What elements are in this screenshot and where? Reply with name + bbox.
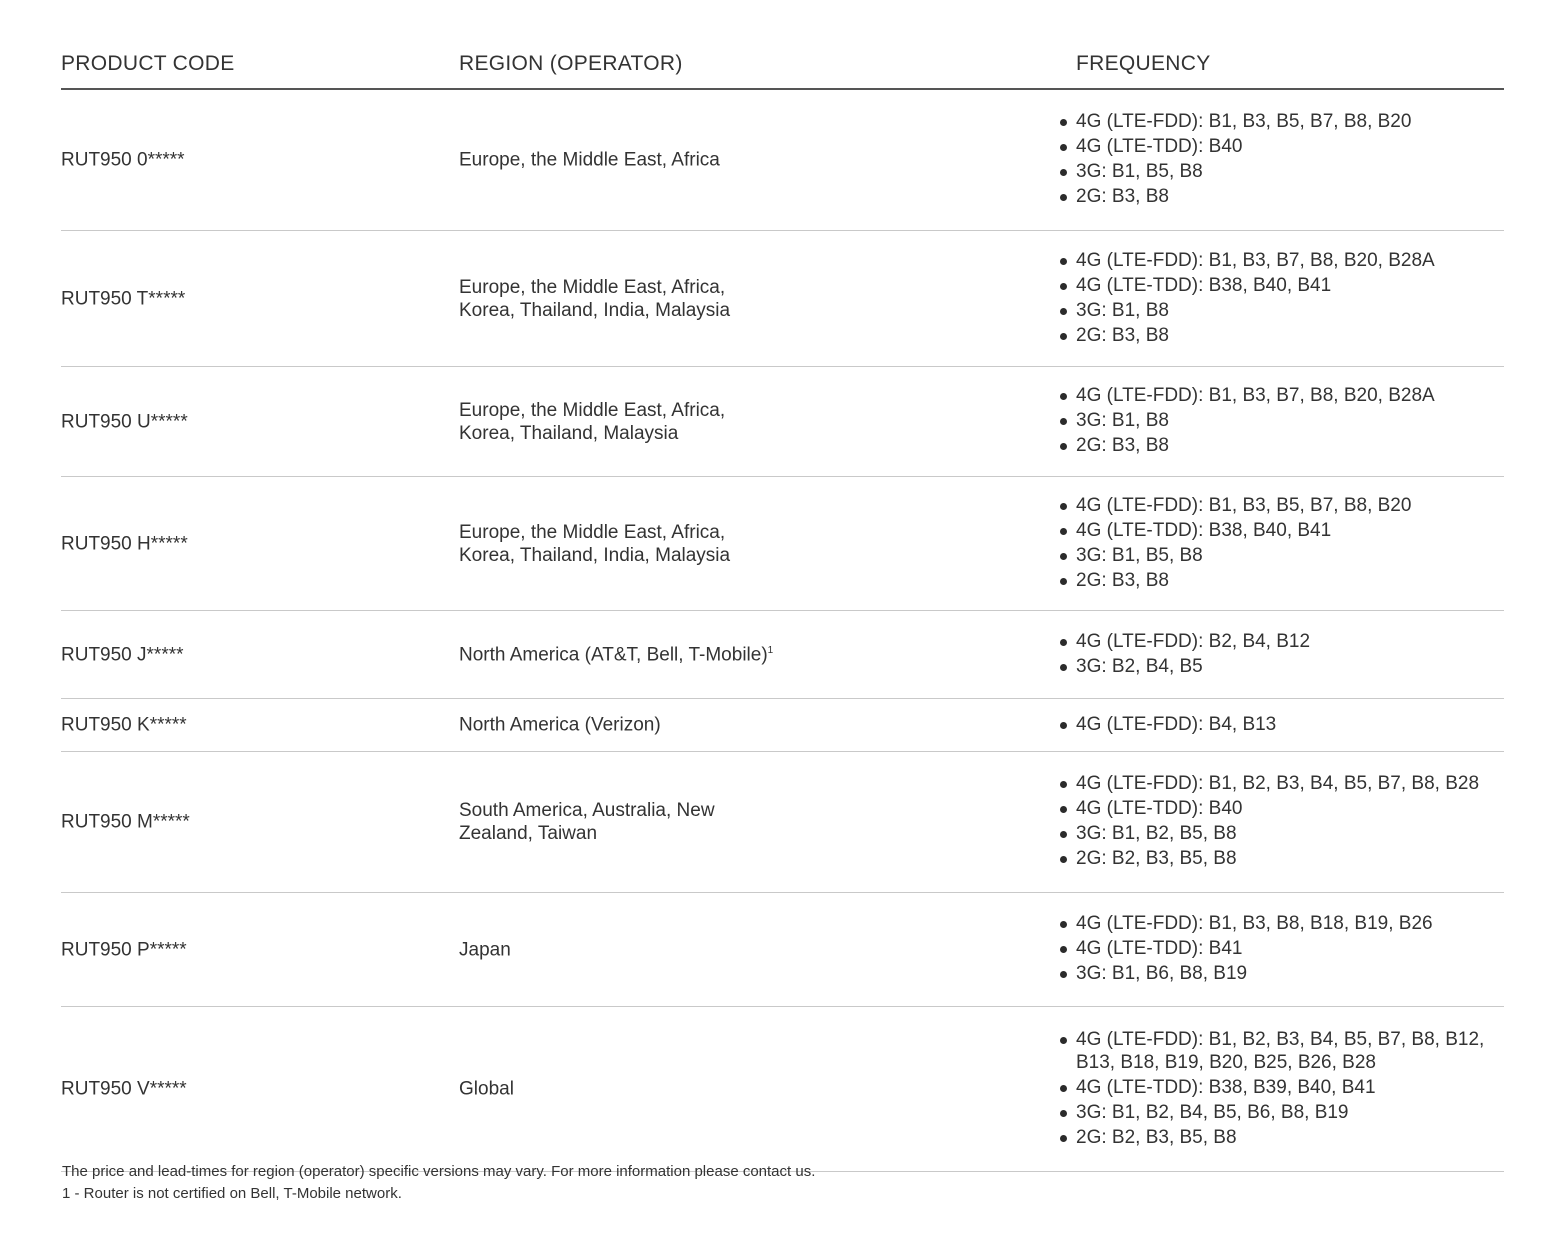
- frequency-item: 2G: B3, B8: [1059, 324, 1504, 347]
- frequency-item: 4G (LTE-TDD): B38, B39, B40, B41: [1059, 1076, 1504, 1099]
- table-row: [61, 90, 1504, 231]
- footnote-pricing: The price and lead-times for region (operator) specific versions may vary. For more information please contact us.: [62, 1163, 816, 1180]
- region-cell: [459, 399, 759, 445]
- frequency-cell: [1059, 772, 1504, 872]
- frequency-item: 4G (LTE-FDD): B2, B4, B12: [1059, 630, 1504, 653]
- frequency-item: 2G: B3, B8: [1059, 434, 1504, 457]
- frequency-cell: [1059, 713, 1504, 738]
- frequency-item: 3G: B1, B5, B8: [1059, 160, 1504, 183]
- table-header: [61, 52, 1504, 90]
- header-region: REGION (OPERATOR): [459, 52, 683, 75]
- frequency-item: 2G: B2, B3, B5, B8: [1059, 1126, 1504, 1149]
- frequency-cell: [1059, 494, 1504, 594]
- frequency-item: 2G: B2, B3, B5, B8: [1059, 847, 1504, 870]
- product-code-cell: RUT950 V*****: [61, 1078, 187, 1100]
- frequency-cell: [1059, 110, 1504, 210]
- product-code-cell: RUT950 M*****: [61, 811, 190, 833]
- frequency-item: 2G: B3, B8: [1059, 569, 1504, 592]
- frequency-item: 3G: B1, B2, B5, B8: [1059, 822, 1504, 845]
- frequency-item: 3G: B2, B4, B5: [1059, 655, 1504, 678]
- frequency-item: 4G (LTE-FDD): B1, B3, B7, B8, B20, B28A: [1059, 384, 1504, 407]
- product-code-cell: RUT950 K*****: [61, 714, 187, 736]
- frequency-list: [1059, 249, 1504, 347]
- product-code-cell: RUT950 0*****: [61, 149, 185, 171]
- frequency-list: [1059, 384, 1504, 457]
- region-cell: [459, 714, 799, 737]
- frequency-item: 4G (LTE-FDD): B1, B2, B3, B4, B5, B7, B8, B12, B13, B18, B19, B20, B25, B26, B28: [1059, 1028, 1504, 1074]
- frequency-cell: [1059, 1028, 1504, 1151]
- table-row: [61, 699, 1504, 752]
- frequency-item: 4G (LTE-TDD): B41: [1059, 937, 1504, 960]
- frequency-item: 4G (LTE-TDD): B40: [1059, 135, 1504, 158]
- footnote-marker: 1: [767, 644, 774, 656]
- frequency-item: 4G (LTE-TDD): B38, B40, B41: [1059, 274, 1504, 297]
- frequency-item: 4G (LTE-FDD): B1, B3, B5, B7, B8, B20: [1059, 494, 1504, 517]
- table-body: [61, 90, 1504, 1172]
- region-text: Global: [459, 1078, 514, 1100]
- region-text: North America (AT&T, Bell, T-Mobile): [459, 644, 768, 665]
- frequency-cell: [1059, 384, 1504, 459]
- region-text: North America (Verizon): [459, 714, 661, 736]
- table-row: [61, 893, 1504, 1007]
- region-text: Europe, the Middle East, Africa, Korea, Thailand, Malaysia: [459, 399, 726, 444]
- frequency-table: [61, 52, 1504, 1172]
- frequency-item: 3G: B1, B2, B4, B5, B6, B8, B19: [1059, 1101, 1504, 1124]
- product-code-cell: RUT950 J*****: [61, 644, 184, 665]
- product-code-cell: RUT950 H*****: [61, 533, 188, 554]
- region-cell: [459, 938, 799, 961]
- table-row: [61, 477, 1504, 611]
- frequency-item: 3G: B1, B5, B8: [1059, 544, 1504, 567]
- frequency-item: 3G: B1, B6, B8, B19: [1059, 962, 1504, 985]
- region-cell: [459, 799, 749, 845]
- frequency-item: 2G: B3, B8: [1059, 185, 1504, 208]
- frequency-list: [1059, 110, 1504, 208]
- frequency-list: [1059, 630, 1504, 678]
- table-row: [61, 611, 1504, 699]
- region-text: South America, Australia, New Zealand, Taiwan: [459, 800, 715, 844]
- region-cell: [459, 643, 819, 666]
- header-product-code: PRODUCT CODE: [61, 52, 235, 75]
- frequency-item: 4G (LTE-FDD): B4, B13: [1059, 713, 1504, 736]
- region-text: Europe, the Middle East, Africa, Korea, Thailand, India, Malaysia: [459, 276, 731, 321]
- frequency-list: [1059, 1028, 1504, 1149]
- region-text: Japan: [459, 939, 511, 960]
- region-cell: [459, 276, 759, 322]
- region-text: Europe, the Middle East, Africa: [459, 149, 720, 171]
- product-code-cell: RUT950 P*****: [61, 939, 187, 960]
- table-row: [61, 367, 1504, 477]
- frequency-cell: [1059, 912, 1504, 987]
- frequency-item: 4G (LTE-FDD): B1, B3, B5, B7, B8, B20: [1059, 110, 1504, 133]
- frequency-item: 4G (LTE-TDD): B38, B40, B41: [1059, 519, 1504, 542]
- product-code-cell: RUT950 U*****: [61, 411, 188, 432]
- frequency-item: 3G: B1, B8: [1059, 299, 1504, 322]
- frequency-list: [1059, 713, 1504, 736]
- frequency-list: [1059, 912, 1504, 985]
- frequency-item: 4G (LTE-FDD): B1, B3, B8, B18, B19, B26: [1059, 912, 1504, 935]
- frequency-item: 4G (LTE-FDD): B1, B3, B7, B8, B20, B28A: [1059, 249, 1504, 272]
- region-cell: [459, 1078, 799, 1101]
- table-row: [61, 231, 1504, 367]
- frequency-cell: [1059, 249, 1504, 349]
- table-row: [61, 1007, 1504, 1172]
- region-cell: [459, 149, 799, 172]
- table-row: [61, 752, 1504, 893]
- region-cell: [459, 521, 759, 567]
- frequency-cell: [1059, 630, 1504, 680]
- frequency-list: [1059, 772, 1504, 870]
- frequency-item: 3G: B1, B8: [1059, 409, 1504, 432]
- frequency-list: [1059, 494, 1504, 592]
- frequency-item: 4G (LTE-TDD): B40: [1059, 797, 1504, 820]
- footnotes: [62, 1161, 815, 1205]
- footnote-certification: 1 - Router is not certified on Bell, T-Mobile network.: [62, 1185, 402, 1202]
- frequency-item: 4G (LTE-FDD): B1, B2, B3, B4, B5, B7, B8, B28: [1059, 772, 1504, 795]
- header-frequency: FREQUENCY: [1076, 52, 1211, 75]
- region-text: Europe, the Middle East, Africa, Korea, Thailand, India, Malaysia: [459, 521, 731, 566]
- product-code-cell: RUT950 T*****: [61, 288, 186, 309]
